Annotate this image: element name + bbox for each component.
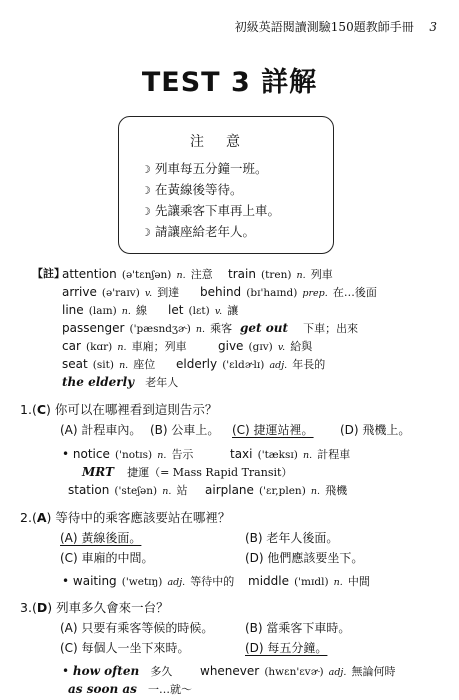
vocab-entry: arrive (ə'raɪv) v. 到達 bbox=[62, 285, 180, 299]
vocab-entry: taxi ('tæksɪ) n. 計程車 bbox=[230, 447, 351, 461]
vocab-entry: line (laɪn) n. 線 bbox=[62, 303, 148, 317]
moon-bullet-icon: ☽ bbox=[141, 184, 151, 197]
notes-label: 【註】 bbox=[32, 267, 65, 280]
running-title: 初級英語閱讀測驗150題教師手冊 bbox=[234, 20, 414, 34]
option-2c: (C) 車廂的中間。 bbox=[60, 551, 154, 565]
vocab-entry: let (lɛt) v. 讓 bbox=[168, 303, 239, 317]
option-1c: (C) 捷運站裡。 bbox=[232, 423, 314, 437]
notice-title: 注意 bbox=[190, 134, 262, 150]
notice-item: ☽ 請讓座給老年人。 bbox=[141, 224, 256, 239]
vocab-entry: seat (sit) n. 座位 bbox=[62, 357, 156, 371]
question-1: 1.(C) 你可以在哪裡看到這則告示？ bbox=[20, 402, 218, 417]
vocab-entry: station ('steʃən) n. 站 bbox=[68, 483, 188, 497]
vocab-entry: give (gɪv) v. 給與 bbox=[218, 339, 313, 353]
vocab-entry: middle ('mɪdl) n. 中間 bbox=[248, 574, 370, 588]
vocab-entry: train (tren) n. 列車 bbox=[228, 267, 333, 281]
vocab-entry: airplane ('ɛr,plen) n. 飛機 bbox=[205, 483, 348, 497]
vocab-entry: elderly ('ɛldɚlɪ) adj. 年長的 bbox=[176, 357, 326, 371]
moon-bullet-icon: ☽ bbox=[141, 163, 151, 176]
option-3d: (D) 每五分鐘。 bbox=[245, 641, 328, 655]
option-2d: (D) 他們應該要坐下。 bbox=[245, 551, 364, 565]
notice-item: ☽ 在黃線後等待。 bbox=[141, 182, 243, 197]
answer-2: A bbox=[36, 510, 47, 525]
question-2: 2.(A) 等待中的乘客應該要站在哪裡？ bbox=[20, 510, 231, 525]
option-3c: (C) 每個人一坐下來時。 bbox=[60, 641, 190, 655]
question-3: 3.(D) 列車多久會來一台？ bbox=[20, 600, 169, 615]
vocab-entry: • waiting ('wetɪŋ) adj. 等待中的 bbox=[62, 574, 235, 588]
vocab-entry: whenever (hwɛn'ɛvɚ) adj. 無論何時 bbox=[200, 664, 396, 678]
vocab-entry: as soon as 一…就～ bbox=[68, 682, 192, 696]
option-3b: (B) 當乘客下車時。 bbox=[245, 621, 351, 635]
moon-bullet-icon: ☽ bbox=[141, 205, 151, 218]
vocab-entry: car (kɑr) n. 車廂；列車 bbox=[62, 339, 187, 353]
notice-item: ☽ 列車每五分鐘一班。 bbox=[141, 161, 268, 176]
running-header bbox=[235, 18, 437, 35]
vocab-entry: • how often 多久 bbox=[62, 664, 173, 678]
vocab-entry: • notice ('notɪs) n. 告示 bbox=[62, 447, 194, 461]
option-1a: (A) 計程車內。 bbox=[60, 423, 142, 437]
notice-box bbox=[118, 116, 334, 254]
vocab-entry: MRT 捷運（= Mass Rapid Transit） bbox=[82, 465, 293, 479]
option-1d: (D) 飛機上。 bbox=[340, 423, 411, 437]
notice-item: ☽ 先讓乘客下車再上車。 bbox=[141, 203, 281, 218]
page-title: TEST 3 詳解 bbox=[141, 67, 318, 98]
option-1b: (B) 公車上。 bbox=[150, 423, 220, 437]
answer-1: C bbox=[36, 402, 47, 417]
vocab-entry: get out 下車；出來 bbox=[240, 321, 359, 335]
moon-bullet-icon: ☽ bbox=[141, 226, 151, 239]
vocab-entry: behind (bɪ'haɪnd) prep. 在…後面 bbox=[200, 285, 377, 299]
option-2b: (B) 老年人後面。 bbox=[245, 531, 339, 545]
vocab-entry: attention (ə'tɛnʃən) n. 注意 bbox=[62, 267, 213, 281]
vocab-entry: the elderly 老年人 bbox=[62, 375, 179, 389]
answer-3: D bbox=[36, 600, 48, 615]
option-3a: (A) 只要有乘客等候的時候。 bbox=[60, 621, 214, 635]
page-number: 3 bbox=[429, 20, 437, 34]
option-2a: (A) 黃線後面。 bbox=[60, 531, 142, 545]
vocab-entry: passenger ('pæsndʒɚ) n. 乘客 bbox=[62, 321, 233, 335]
